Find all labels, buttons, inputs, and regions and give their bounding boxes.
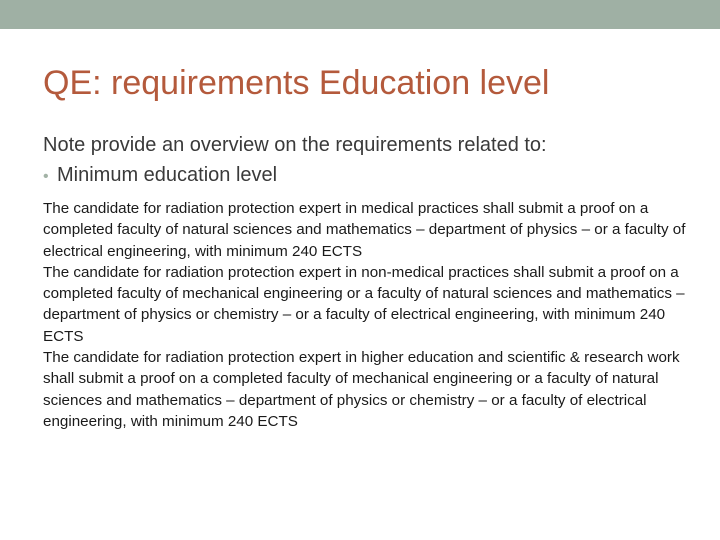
slide-title: QE: requirements Education level bbox=[43, 64, 550, 102]
lead-text: Note provide an overview on the requirements related to: bbox=[43, 134, 547, 156]
requirement-paragraph-higher-education: The candidate for radiation protection expert in higher education and scientific & research work shall submit a proof on a completed faculty of mechanical engineering or a faculty of natural sciences and mathematics – department of physics or chemistry – or a faculty of electrical engineering, with minimum 240 ECTS bbox=[43, 349, 680, 430]
bullet-label: Minimum education level bbox=[57, 164, 278, 186]
top-band bbox=[0, 0, 720, 29]
requirement-paragraph-medical: The candidate for radiation protection expert in medical practices shall submit a proof on a completed faculty of natural sciences and mathematics – department of physics – or a faculty of electrical engineering, with minimum 240 ECTS bbox=[43, 200, 686, 260]
bullet-dot-icon: • bbox=[43, 168, 49, 185]
requirement-paragraph-non-medical: The candidate for radiation protection expert in non-medical practices shall submit a proof on a completed faculty of mechanical engineering or a faculty of natural sciences and mathematics – department of physics or chemistry – or a faculty of electrical engineering, with minimum 240 ECTS bbox=[43, 263, 685, 345]
slide-content bbox=[43, 130, 688, 432]
bullet-item bbox=[43, 160, 688, 192]
